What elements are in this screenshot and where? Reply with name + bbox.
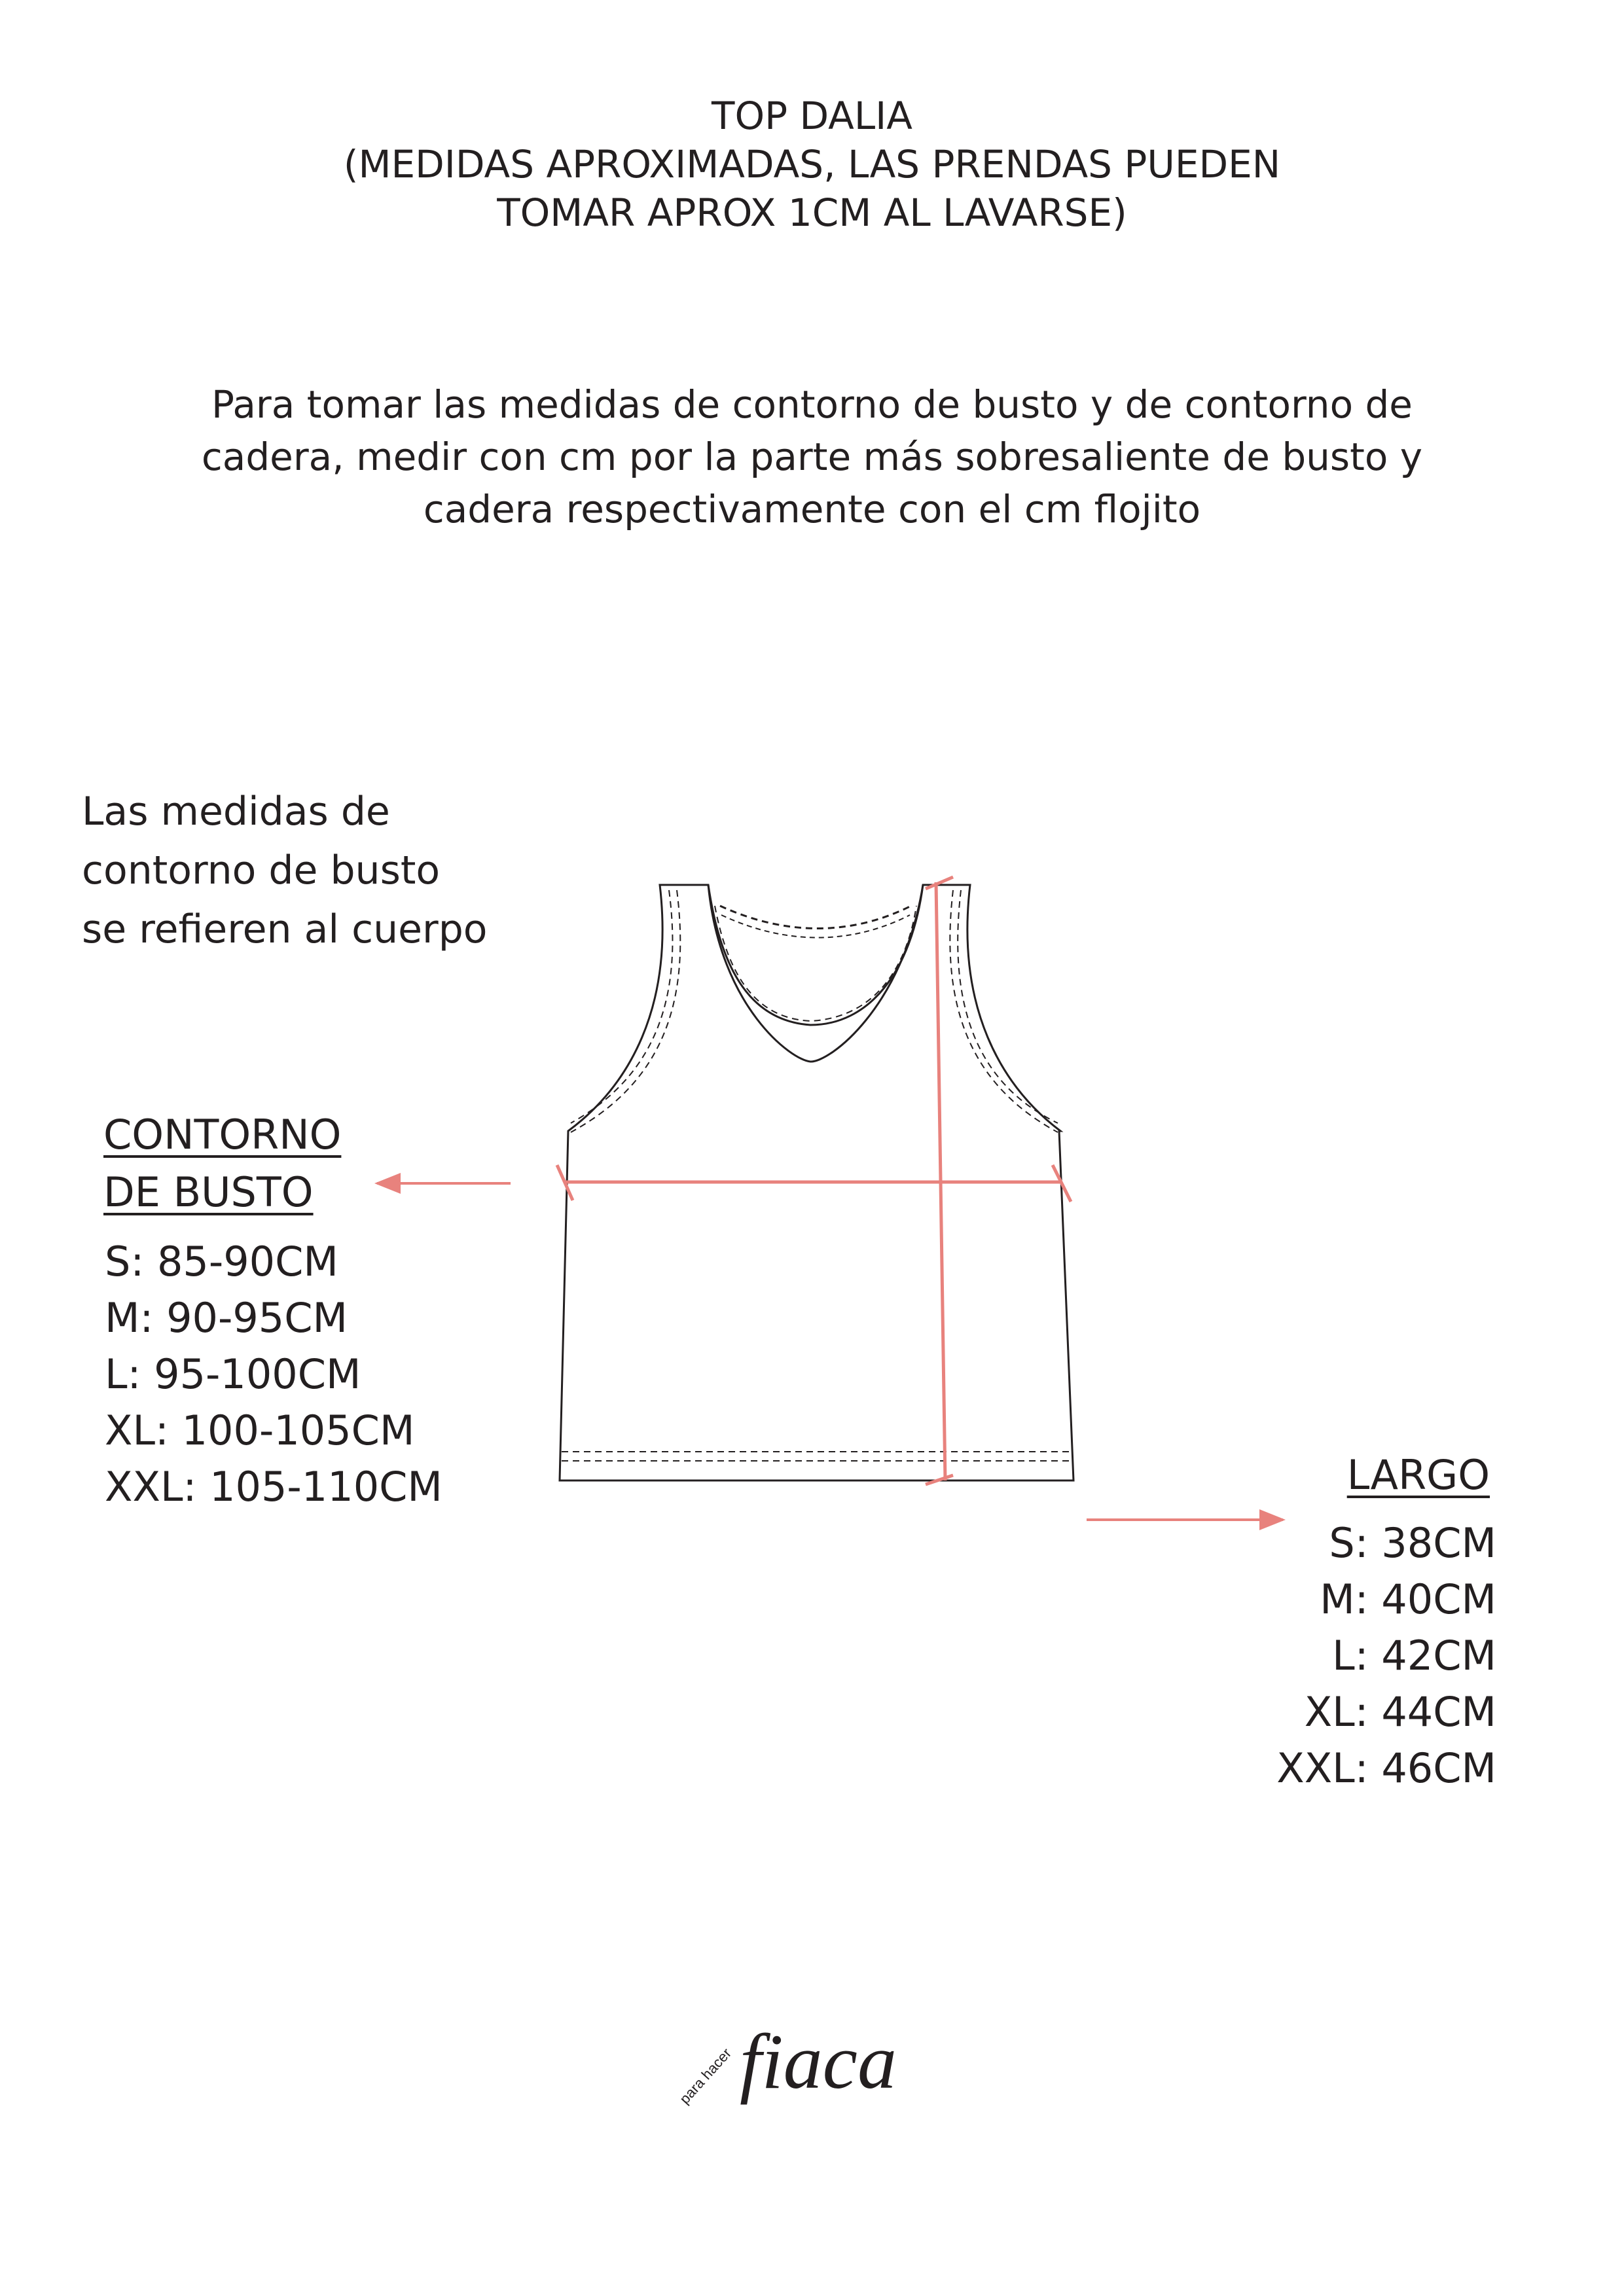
length-size-s: S: 38CM (1329, 1519, 1496, 1567)
length-size-xxl: XXL: 46CM (1276, 1744, 1496, 1792)
note-line-3: se refieren al cuerpo (82, 906, 488, 952)
instructions-line-1: Para tomar las medidas de contorno de busto y de contorno de (211, 382, 1413, 427)
bust-size-l: L: 95-100CM (105, 1350, 361, 1398)
fiaca-logo (655, 1990, 956, 2121)
logo-small-text: para hacer (676, 2045, 735, 2108)
bust-size-xl: XL: 100-105CM (105, 1407, 415, 1454)
logo-main-text: fiaca (740, 2018, 897, 2105)
page-title: TOP DALIA (712, 94, 912, 138)
note-line-1: Las medidas de (82, 789, 390, 834)
bust-title-line-1: CONTORNO (103, 1111, 342, 1158)
length-size-xl: XL: 44CM (1304, 1688, 1496, 1736)
bust-size-m: M: 90-95CM (105, 1294, 348, 1342)
bust-size-s: S: 85-90CM (105, 1238, 338, 1285)
bust-measure-line (557, 1165, 1071, 1202)
length-section-title: LARGO (1346, 1451, 1490, 1499)
header-note-line-2: TOMAR APROX 1CM AL LAVARSE) (497, 190, 1127, 235)
bust-size-xxl: XXL: 105-110CM (105, 1463, 442, 1511)
length-size-l: L: 42CM (1332, 1632, 1496, 1679)
header-note-line-1: (MEDIDAS APROXIMADAS, LAS PRENDAS PUEDEN (343, 142, 1281, 187)
instructions-line-2: cadera, medir con cm por la parte más sobresaliente de busto y (201, 435, 1423, 479)
instructions-line-3: cadera respectivamente con el cm flojito (423, 487, 1201, 531)
length-size-m: M: 40CM (1320, 1575, 1496, 1623)
bust-title-line-2: DE BUSTO (103, 1168, 314, 1216)
note-line-2: contorno de busto (82, 848, 441, 893)
